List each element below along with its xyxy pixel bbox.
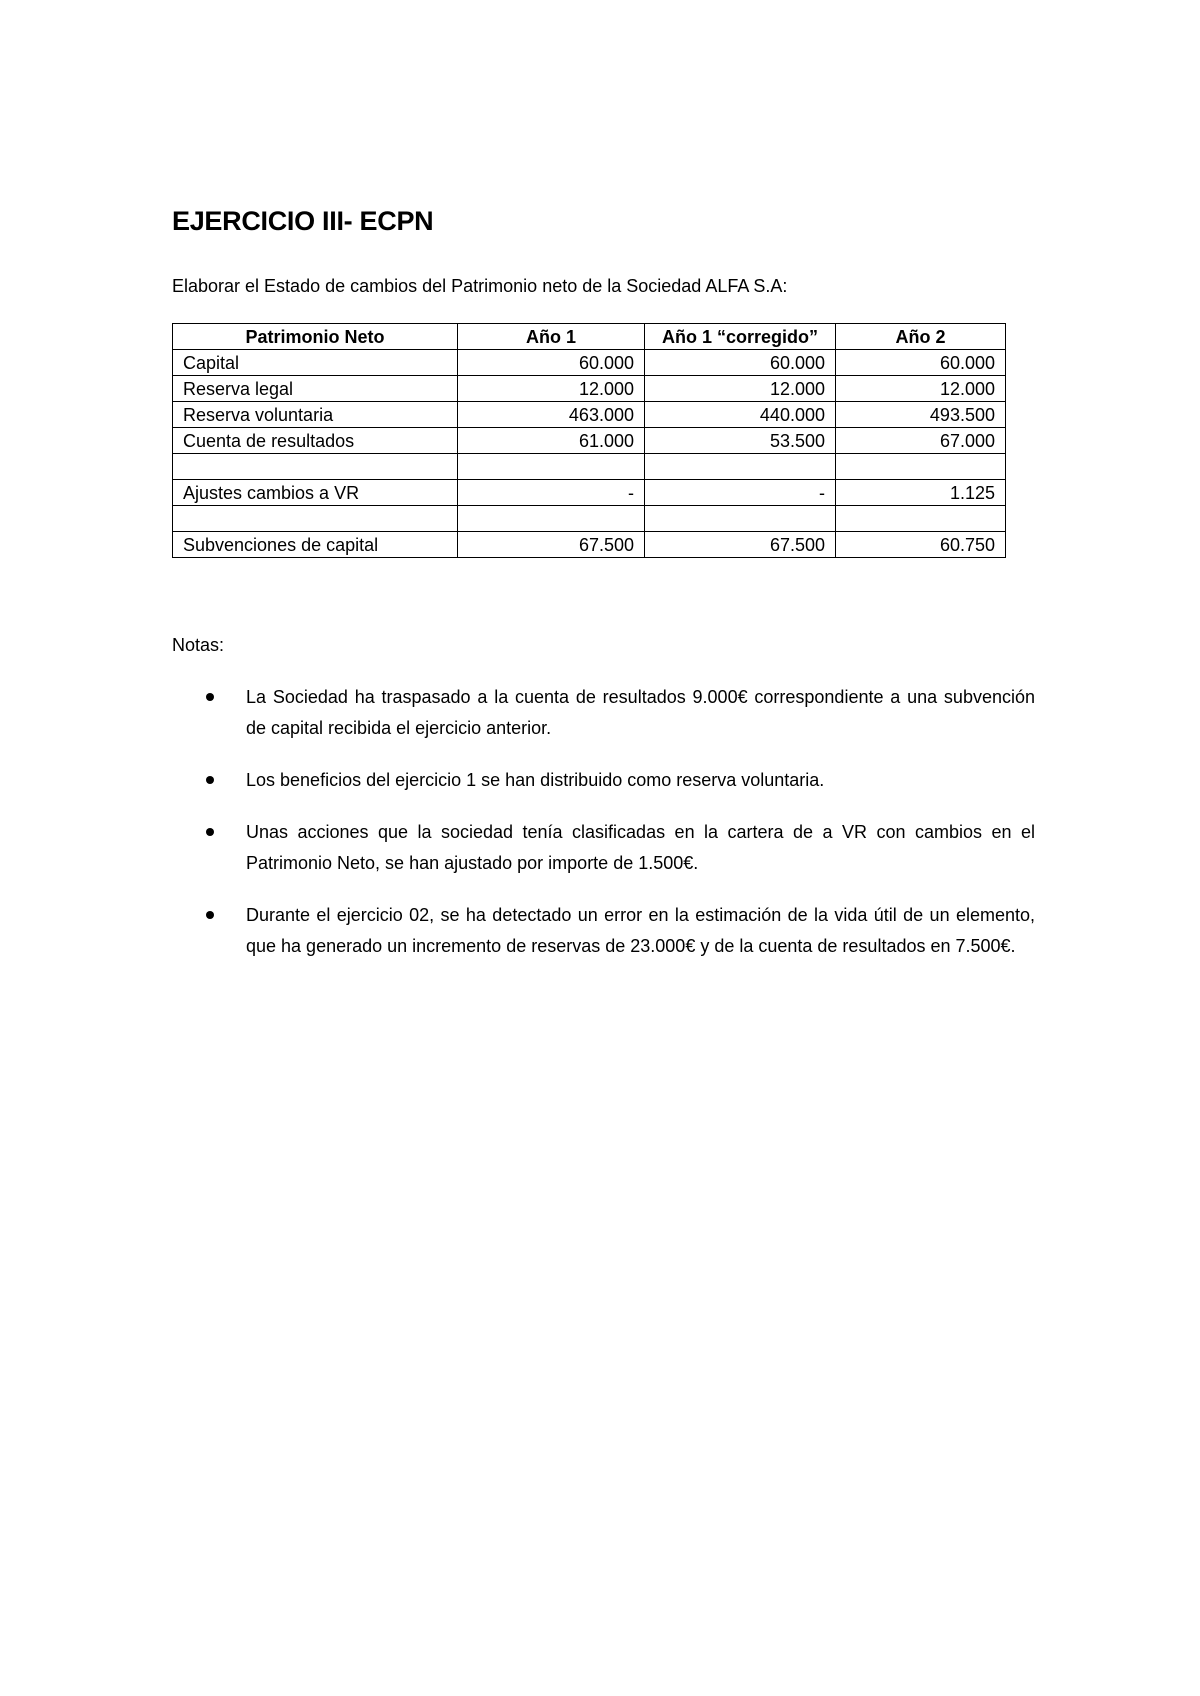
- table-cell: [645, 454, 836, 480]
- notes-list: [172, 682, 1035, 983]
- row-label: Reserva legal: [173, 376, 458, 402]
- table-cell: 60.750: [836, 532, 1006, 558]
- table-cell: 67.500: [645, 532, 836, 558]
- page-title: EJERCICIO III- ECPN: [172, 206, 434, 236]
- table-cell: 60.000: [458, 350, 645, 376]
- note-text: Unas acciones que la sociedad tenía clasificadas en la cartera de a VR con cambios en el Patrimonio Neto, se han ajustado por importe de 1.500€.: [246, 822, 1035, 873]
- table-cell: [836, 506, 1006, 532]
- table-row-empty: [173, 454, 1006, 480]
- note-text: La Sociedad ha traspasado a la cuenta de resultados 9.000€ correspondiente a una subvención de capital recibida el ejercicio anterior.: [246, 687, 1035, 738]
- row-label: Ajustes cambios a VR: [173, 480, 458, 506]
- note-text: Durante el ejercicio 02, se ha detectado un error en la estimación de la vida útil de un elemento, que ha generado un incremento de reservas de 23.000€ y de la cuenta de resultados en 7.500€.: [246, 905, 1035, 956]
- table-cell: 60.000: [645, 350, 836, 376]
- row-label: Capital: [173, 350, 458, 376]
- table-row: [173, 532, 1006, 558]
- table-row: [173, 402, 1006, 428]
- table-cell: -: [645, 480, 836, 506]
- table-header-row: [173, 324, 1006, 350]
- table-row: [173, 428, 1006, 454]
- table-cell: 440.000: [645, 402, 836, 428]
- table-cell: 1.125: [836, 480, 1006, 506]
- table-row: [173, 480, 1006, 506]
- equity-table: [172, 323, 1006, 558]
- row-label: Cuenta de resultados: [173, 428, 458, 454]
- table-row: [173, 350, 1006, 376]
- table-cell: 493.500: [836, 402, 1006, 428]
- table-row-empty: [173, 506, 1006, 532]
- column-header: Patrimonio Neto: [173, 324, 458, 350]
- table-cell: [458, 454, 645, 480]
- intro-text: Elaborar el Estado de cambios del Patrimonio neto de la Sociedad ALFA S.A:: [172, 276, 788, 296]
- table-cell: [458, 506, 645, 532]
- column-header: Año 2: [836, 324, 1006, 350]
- table-cell: 67.500: [458, 532, 645, 558]
- table-cell: 12.000: [836, 376, 1006, 402]
- row-label: [173, 506, 458, 532]
- column-header: Año 1 “corregido”: [645, 324, 836, 350]
- bullet-icon: [206, 828, 214, 836]
- table-cell: [645, 506, 836, 532]
- note-text: Los beneficios del ejercicio 1 se han distribuido como reserva voluntaria.: [246, 770, 825, 790]
- list-item: [172, 817, 1035, 879]
- bullet-icon: [206, 911, 214, 919]
- table-row: [173, 376, 1006, 402]
- row-label: [173, 454, 458, 480]
- notes-heading: Notas:: [172, 635, 225, 655]
- bullet-icon: [206, 693, 214, 701]
- row-label: Subvenciones de capital: [173, 532, 458, 558]
- table-cell: [836, 454, 1006, 480]
- table-cell: 12.000: [458, 376, 645, 402]
- table-cell: -: [458, 480, 645, 506]
- bullet-icon: [206, 776, 214, 784]
- table-cell: 67.000: [836, 428, 1006, 454]
- list-item: [172, 765, 1035, 796]
- table-cell: 60.000: [836, 350, 1006, 376]
- row-label: Reserva voluntaria: [173, 402, 458, 428]
- table-cell: 12.000: [645, 376, 836, 402]
- table-cell: 61.000: [458, 428, 645, 454]
- table-cell: 463.000: [458, 402, 645, 428]
- table-cell: 53.500: [645, 428, 836, 454]
- list-item: [172, 682, 1035, 744]
- column-header: Año 1: [458, 324, 645, 350]
- list-item: [172, 900, 1035, 962]
